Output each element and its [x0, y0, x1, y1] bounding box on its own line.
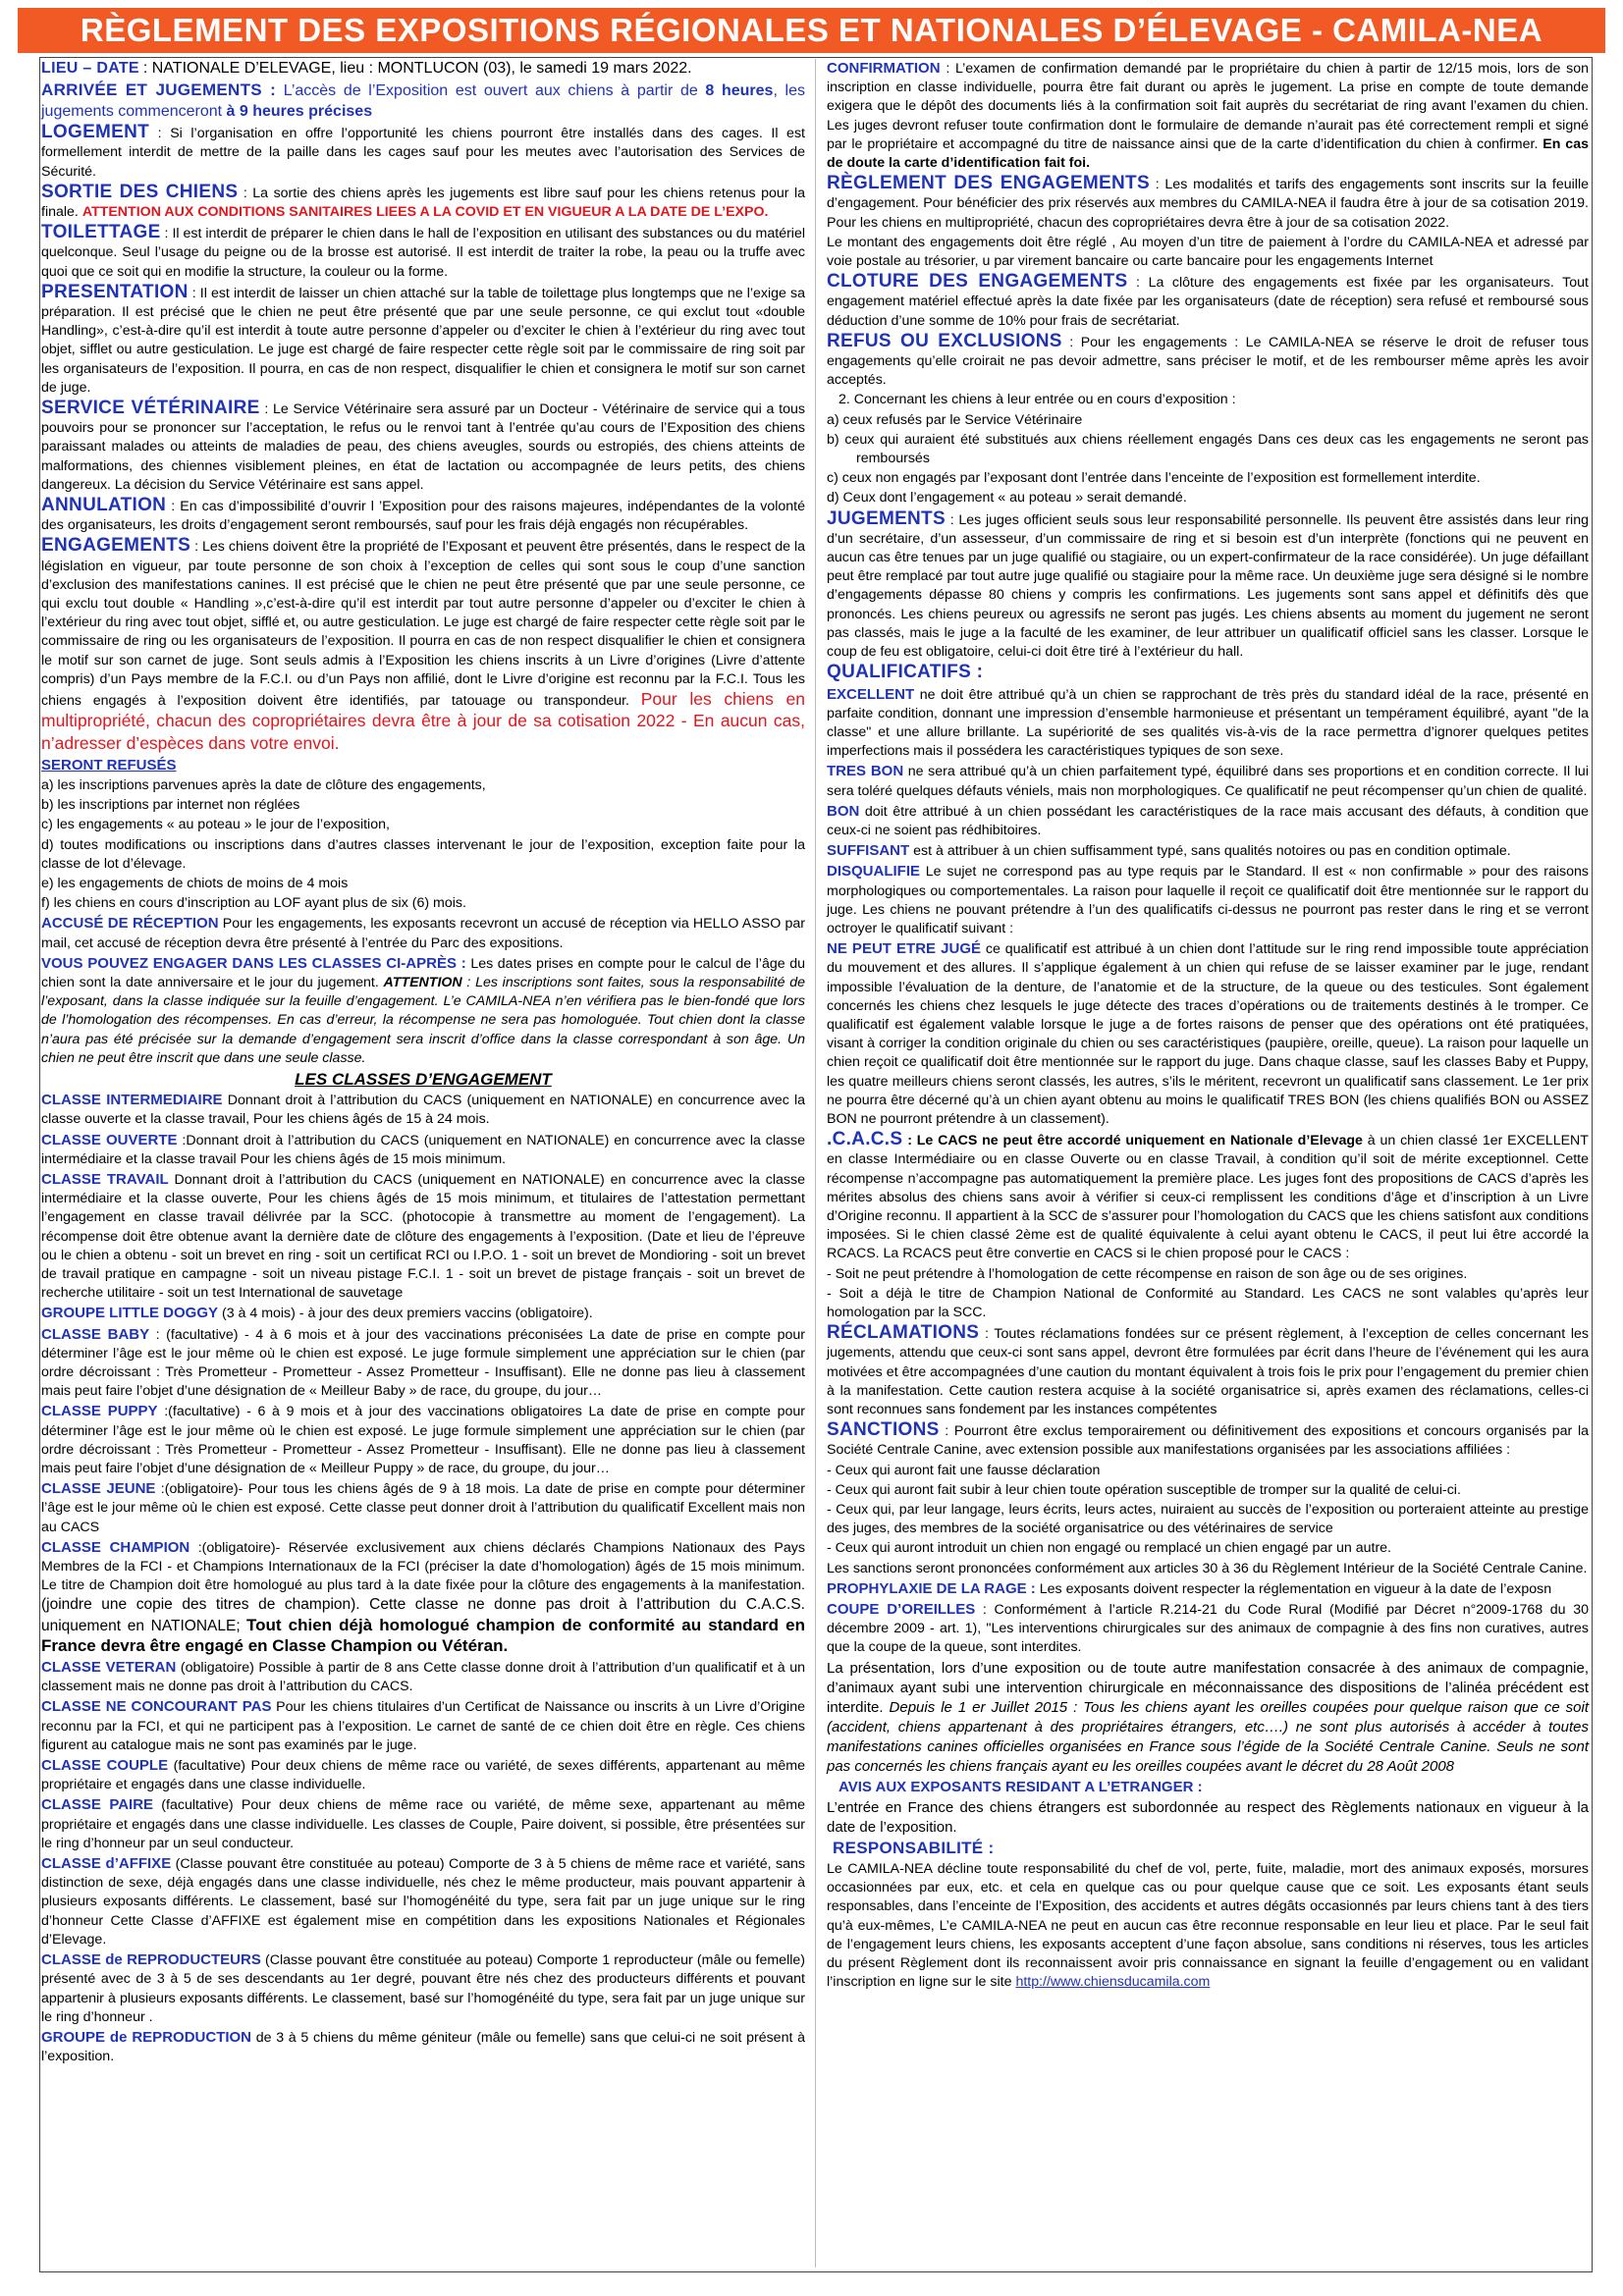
classe-puppy: CLASSE PUPPY :(facultative) - 6 à 9 mois et à jour des vaccinations obligatoires La date de prise en compte pour déterminer l’âge est le jour même où le chien est exposé. Le juge formule simplement une appréciation sur le chien (par ordre décroissant : Très Prometteur - Prometteur - Assez Prometteur - Insuffisant). Elle ne donne pas lieu à classement mais peut faire l’objet d’une désignation de « Meilleur Puppy » de race, du groupe, du jour… — [41, 1403, 805, 1477]
section-refuses-heading: SERONT REFUSÉS — [41, 756, 177, 774]
etranger-text: L’entrée en France des chiens étrangers est subordonnée au respect des Règlements nationaux en vigueur à la date de l’exposition. — [827, 1798, 1589, 1836]
section-arrivee: ARRIVÉE ET JUGEMENTS : L’accès de l’Exposition est ouvert aux chiens à partir de 8 heures, les jugements commenceront à 9 heures précises — [41, 80, 806, 121]
section-sanctions: SANCTIONS : Pourront être exclus temporairement ou définitivement des expositions et concours organisés par la Société Centrale Canine, avec extension possible aux manifestations organisées par les associations affiliées : — [827, 1419, 1589, 1459]
section-cloture: CLOTURE DES ENGAGEMENTS : La clôture des engagements est fixée par les organisateurs. Tout engagement matériel effectué après la date fixée par les organisateurs (date de réception) sera refusé et remboursé sous déduction d’une somme de 10% pour frais de secrétariat. — [827, 271, 1589, 329]
classe-veteran: CLASSE VETERAN (obligatoire) Possible à partir de 8 ans Cette classe donne droit à l’attribution d’un qualificatif et à un classement mais ne donne pas droit à l’attribution du CACS. — [41, 1659, 806, 1695]
classe-couple: CLASSE COUPLE (facultative) Pour deux chiens de même race ou variété, de sexes différents, appartenant au même propriétaire et engagés dans une classe individuelle. — [41, 1757, 805, 1793]
groupe-little-doggy: GROUPE LITTLE DOGGY (3 à 4 mois) - à jour des deux premiers vaccins (obligatoire). — [41, 1305, 593, 1322]
cacs-line-2: - Soit a déjà le titre de Champion National de Conformité au Standard. Les CACS ne sont valables qu’après leur homologation par la SCC. — [827, 1285, 1589, 1320]
classe-jeune: CLASSE JEUNE :(obligatoire)- Pour tous les chiens âgés de 9 à 18 mois. La date de prise en compte pour déterminer l’âge est le jour même où le chien est exposé. Cette classe peut donner droit à l’attribution du qualificatif Excellent mais non au CACS — [41, 1480, 805, 1535]
coupe-oreilles-2: La présentation, lors d’une exposition ou de toute autre manifestation consacrée à des animaux de compagnie, d’animaux ayant subi une intervention chirurgicale en méconnaissance des dispositions de l’alinéa précédent est interdite. Depuis le 1 er Juillet 2015 : Tous les chiens ayant les oreilles coupées pour quelque raison que ce soit (accident, chiens appartenant à des propriétaires étrangers, etc….) ne sont plus autorisés à accéder à toutes manifestations canines officielles organisées en France sous l’égide de la Société Centrale Canine. Seuls ne sont pas concernés les chiens français ayant eu les oreilles coupées avant le décret du 28 Août 2008 — [827, 1659, 1589, 1775]
section-vous-pouvez: VOUS POUVEZ ENGAGER DANS LES CLASSES CI-APRÈS : Les dates prises en compte pour le calcul de l’âge du chien sont la date anniversaire et le jour du jugement. ATTENTION : Les inscriptions sont faites, sous la responsabilité de l’exposant, dans la classe indiquée sur la feuille d’engagement. L’e CAMILA-NEA n’en vérifiera pas le bien-fondé que lors de l’homologation des récompenses. En cas d’erreur, la récompense ne sera pas homologuée. Tout chien dont la classe n’aura pas été précisée sur la demande d’engagement sera inscrit d’office dans la classe correspondant à son âge. Un chien ne peut être inscrit que dans une seule classe. — [41, 954, 805, 1066]
section-engagements: ENGAGEMENTS : Les chiens doivent être la propriété de l’Exposant et peuvent être présentés, dans le respect de la législation en vigueur, par toute personne de son choix à l’exception de celles qui sont sous le coup d’une sanction d’exclusion des manifestations canines. Il est précisé que le chien ne peut être présenté que par une seule personne, ce qui exclu tout double « Handling »,c’est-à-dire qu’il est interdit par tout autre personne d’appeler ou d’exciter le chien à l’extérieur du ring avec tout objet, sifflé et, ou autre gesticulation. Le juge est chargé de faire respecter cette règle soit par le commissaire de ring ou les organisateurs de l’exposition. Il pourra en cas de non respect disqualifier le chien et consignera le motif sur son carnet de juge. Sont seuls admis à l’Exposition les chiens inscrits à un Livre d’origines (Livre d’attente compris) d’un Pays membre de la F.C.I. ou d’un Pays non affilié, dont le Livre d’origine est reconnu par la F.C.I. Tous les chiens engagés à l’exposition doivent être identifiés, par tatouage ou transpondeur. Pour les chiens en multipropriété, chacun des copropriétaires devra être à jour de sa cotisation 2022 - En aucun cas, n’adresser d’espèces dans votre envoi. — [41, 535, 806, 753]
section-confirmation: CONFIRMATION : L’examen de confirmation demandé par le propriétaire du chien à partir de 12/15 mois, lors de son inscription en classe individuelle, pourra être fait durant ou après le jugement. La prise en compte de toute demande exigera que le dépôt des documents liés à la confirmation soit fait auprès du secrétariat de ring avant l’examen du chien. Les juges devront refuser toute confirmation dont le formulaire de demande n’aurait pas été correctement rempli et signé par le propriétaire et accompagné du titre de naissance ainsi que de la carte d’identification du chien à confirmer. En cas de doute la carte d’identification fait foi. — [827, 60, 1589, 172]
refus-subheading: 2. Concernant les chiens à leur entrée ou en cours d’exposition : — [839, 392, 1236, 408]
left-column — [41, 59, 805, 2067]
qualif-excellent: EXCELLENT ne doit être attribué qu’à un chien se rapprochant de très près du standard idéal de la race, présenté en parfaite condition, donnant une impression d’ensemble harmonieuse et présentant un tempérament équilibré, ayant "de la classe" et une allure brillante. La supériorité de ses qualités vis-à-vis de la race permettra d’ignorer quelques petites imperfections mais il possédera les caractéristiques typiques de son sexe. — [827, 685, 1589, 760]
section-rage: PROPHYLAXIE DE LA RAGE : Les exposants doivent respecter la réglementation en vigueur à la date de l’exposn — [827, 1579, 1552, 1597]
column-divider — [815, 59, 816, 2268]
list-item: a) ceux refusés par le Service Vétérinaire — [827, 411, 1083, 428]
classe-champion: CLASSE CHAMPION :(obligatoire)- Réservée exclusivement aux chiens déclarés Champions Nationaux des Pays Membres de la FCI - et Champions Internationaux de la FCI (préciser la date d’homologation) âgés de 15 mois minimum. Le titre de Champion doit être homologué au plus tard à la date fixée pour la clôture des engagements à la manifestation. (joindre une copie des titres de champion). Cette classe ne donne pas droit à l’attribution du C.A.C.S. uniquement en NATIONALE; Tout chien déjà homologué champion de conformité au standard en France devra être engagé en Classe Champion ou Vétéran. — [41, 1538, 806, 1655]
list-item: c) les engagements « au poteau » le jour de l’exposition, — [41, 817, 390, 833]
classes-title: LES CLASSES D’ENGAGEMENT — [295, 1069, 552, 1089]
section-etranger: AVIS AUX EXPOSANTS RESIDANT A L’ETRANGER : — [839, 1778, 1203, 1795]
list-item: a) les inscriptions parvenues après la date de clôture des engagements, — [41, 776, 486, 793]
list-item: - Ceux qui auront fait subir à leur chien toute opération susceptible de tromper sur la qualité de celui-ci. — [827, 1481, 1461, 1498]
list-item: e) les engagements de chiots de moins de 4 mois — [41, 875, 349, 891]
classe-ouverte: CLASSE OUVERTE :Donnant droit à l’attribution du CACS (uniquement en NATIONALE) en concurrence avec la classe intermédiaire et la classe travail Pour les chiens âgés de 15 mois minimum. — [41, 1131, 805, 1167]
classe-travail: CLASSE TRAVAIL Donnant droit à l’attribution du CACS (uniquement en NATIONALE) en concurrence avec la classe intermédiaire et la classe ouverte, Pour les chiens âgés de 15 mois minimum, et titulaires de l’attestation permettant l’engagement en classe travail délivrée par la SCC. (photocopie à transmettre au moment de l’engagement). La récompense doit être obtenue avant la dernière date de clôture des engagements à l’exposition. (Date et lieu de l’épreuve ou le chien a obtenu - soit un brevet en ring - soit un certificat RCI ou I.P.O. 1 - soit un brevet de Mondioring - soit un brevet de travail pratique en campagne - soit un niveau pistage F.C.I. 1 - soit un brevet de pistage français - soit un brevet de recherche utilitaire - soit un test International de sauvetage — [41, 1170, 805, 1302]
section-logement: LOGEMENT : Si l’organisation en offre l’opportunité les chiens pourront être installés dans des cages. Il est formellement interdit de mettre de la paille dans les cages sauf pour les meutes avec l’autorisation des Services de Sécurité. — [41, 122, 805, 180]
section-cacs: .C.A.C.S : Le CACS ne peut être accordé uniquement en Nationale d’Elevage à un chien classé 1er EXCELLENT en classe Intermédiaire ou en classe Ouverte ou en classe Travail, à condition qu’il soit de mérite exceptionnel. Cette récompense n’accompagne pas automatiquement la première place. Les juges font des propositions de CACS d’après les mérites absolus des chiens sans avoir à vérifier si ceux-ci remplissent les conditions d’âge et d’inscription à un Livre d’Origine reconnu. Il appartient à la SCC de s’assurer pour l’homologation du CACS que les chiens satisfont aux conditions imposées. Si le chien classé 2ème est de qualité équivalente à celui ayant obtenu le CACS, il peut lui être accordé la RCACS. La RCACS peut être convertie en CACS si le chien proposé pour le CACS : — [827, 1129, 1589, 1262]
classe-baby: CLASSE BABY : (facultative) - 4 à 6 mois et à jour des vaccinations préconisées La date de prise en compte pour déterminer l’âge est le jour même où le chien est exposé. Le juge formule simplement une appréciation sur le chien (par ordre décroissant : Très Prometteur - Prometteur - Assez Prometteur - Insuffisant). Elle ne donne pas lieu à classement mais peut faire l’objet d’une désignation de « Meilleur Baby » de race, du groupe, du jour… — [41, 1325, 806, 1400]
section-coupe-oreilles: COUPE D’OREILLES : Conformément à l’article R.214-21 du Code Rural (Modifié par Décret n°2009-1768 du 30 décembre 2009 - art. 1), "Les interventions chirurgicales sur des animaux de compagnie à des fins non curatives, autres que la coupe de la queue, sont interdites. — [827, 1601, 1589, 1656]
refuses-list — [41, 776, 805, 913]
qualif-ne-peut-etre-juge: NE PEUT ETRE JUGÉ ce qualificatif est attribué à un chien dont l’attitude sur le ring rend impossible toute appréciation du mouvement et des allures. Il s’applique également à un chien qui refuse de se laisser examiner par le juge, rendant impossible l’évaluation de la denture, de l’anatomie et de la structure, de la queue ou des testicules. Sont également concernés les chiens chez lesquels le juge détecte des traces d’opérations ou de traitements destinés à le tromper. Ce qualificatif est également valable lorsque le juge a de fortes raisons de penser que des opérations ont été pratiquées, visant à corriger la condition originale du chien ou ses caractéristiques (paupière, oreille, queue). La raison pour laquelle un chien reçoit ce qualificatif doit être mentionnée sur le rapport du juge. Dans chaque classe, sauf les classes Baby et Puppy, les quatre meilleurs chiens seront classés, les autres, s’ils le méritent, recevront un qualificatif sans classement. Le 1er prix ne pourra être décerné qu’à un chien ayant obtenu au moins le qualificatif TRES BON (les chiens qualifiés BON ou ASSEZ BON ne pourront prétendre à un classement). — [827, 940, 1589, 1127]
classe-ne-concourant-pas: CLASSE NE CONCOURANT PAS Pour les chiens titulaires d’un Certificat de Naissance ou inscrits à un Livre d’Origine reconnu par la FCI, et qui ne participent pas à l’exposition. Le carnet de santé de ce chien doit être en règle. Ces chiens figurent au catalogue mais ne sont pas examinés par le juge. — [41, 1698, 805, 1753]
list-item: b) les inscriptions par internet non réglées — [41, 797, 300, 814]
section-refus: REFUS OU EXCLUSIONS : Pour les engagements : Le CAMILA-NEA se réserve le droit de refuser tous engagements qu’elle croirait ne pas devoir admettre, sans préciser le motif, et de les rembourser même après les avoir acceptés. — [827, 330, 1589, 389]
list-item: b) ceux qui auraient été substitués aux chiens réellement engagés Dans ces deux cas les engagements ne seront pas remboursés — [827, 431, 1589, 467]
list-item: f) les chiens en cours d’inscription au LOF ayant plus de six (6) mois. — [41, 895, 466, 912]
cacs-line-1: - Soit ne peut prétendre à l’homologation de cette récompense en raison de son âge ou de ses origines. — [827, 1265, 1468, 1282]
section-reglement-2: Le montant des engagements doit être réglé , Au moyen d’un titre de paiement à l’ordre du CAMILA-NEA et adressé par voie postale au trésorier, u par virement bancaire ou carte bancaire pour les engagements Internet — [827, 234, 1589, 270]
right-column — [827, 59, 1589, 1993]
sanctions-note: Les sanctions seront prononcées conformément aux articles 30 à 36 du Règlement Intérieur de la Société Centrale Canine. — [827, 1560, 1588, 1576]
classe-reproducteurs: CLASSE de REPRODUCTEURS (Classe pouvant être constituée au poteau) Comporte 1 reproducteur (mâle ou femelle) présenté avec de 3 à 5 de ses descendants au 1er degré, pouvant être nés chez des producteurs différents et pouvant appartenir à plusieurs exposants différents. Le classement, basé sur l’homogénéité du type, sera fait par un juge unique sur le ring d’honneur . — [41, 1951, 805, 2025]
list-item: - Ceux qui auront fait une fausse déclaration — [827, 1462, 1101, 1478]
section-lieu: LIEU – DATE : NATIONALE D’ELEVAGE, lieu : MONTLUCON (03), le samedi 19 mars 2022. — [41, 60, 692, 77]
list-item: d) Ceux dont l’engagement « au poteau » serait demandé. — [827, 490, 1187, 507]
section-toilettage: TOILETTAGE : Il est interdit de préparer le chien dans le hall de l’exposition en utilisant des substances ou du matériel quelconque. Seul l’usage du peigne ou de la brosse est autorisé. Il est interdit de traiter la robe, la peau ou la truffe avec quoi que ce soit qui en modifie la structure, la couleur ou la forme. — [41, 222, 806, 280]
section-veterinaire: SERVICE VÉTÉRINAIRE : Le Service Vétérinaire sera assuré par un Docteur - Vétérinaire de service qui a tous pouvoirs pour se prononcer sur l’acceptation, le refus ou le renvoi tant à l’entrée qu’au cours de l’Exposition des chiens paraissant malades ou atteints de maladies de peau, des chiens aveugles, sourds ou estropiés, des chiens atteints de malformations, des chiennes visiblement pleines, en état de lactation ou accompagnée de leurs petits, des chiens dangereux. La décision du Service Vétérinaire est sans appel. — [41, 398, 805, 493]
refus-list — [827, 411, 1589, 508]
section-presentation: PRESENTATION : Il est interdit de laisser un chien attaché sur la table de toilettage plus longtemps que ne l’exige sa préparation. Il est précisé que le chien ne peut être présenté que par une seule personne, ce qui exclut tout «double Handling», c’est-à-dire qu’il est interdit à toute autre personne d’appeler ou d’exciter le chien à l’extérieur du ring avec tout objet, sifflet ou autre gesticulation. Le juge est chargé de faire respecter cette règle soit par le commissaire de ring soit par les organisateurs de l’exposition. Il pourra, en cas de non respect, disqualifier le chien et consignera le motif sur son carnet de juge. — [41, 281, 805, 396]
section-responsabilite: RESPONSABILITÉ : — [833, 1838, 995, 1857]
sanctions-list — [827, 1462, 1589, 1559]
classe-intermediaire: CLASSE INTERMEDIAIRE Donnant droit à l’attribution du CACS (uniquement en NATIONALE) en concurrence avec la classe ouverte et la classe travail, Pour les chiens âgés de 15 à 24 mois. — [41, 1092, 805, 1128]
list-item: d) toutes modifications ou inscriptions dans d’autres classes intervenant le jour de l’exposition, exception faite pour la classe de lot d’élevage. — [41, 836, 805, 872]
classe-paire: CLASSE PAIRE (facultative) Pour deux chiens de même race ou variété, de même sexe, appartenant au même propriétaire et engagés dans une classe individuelle. Les classes de Couple, Paire doivent, si possible, être présentées sur le ring d’honneur par un seul conducteur. — [41, 1796, 805, 1851]
section-jugements: JUGEMENTS : Les juges officient seuls sous leur responsabilité personnelle. Ils peuvent être assistés dans leur ring d’un secrétaire, d’un assesseur, d’un commissaire de ring et si besoin est d’un interprète (fonctions qui ne peuvent en aucun cas être tenues par un juge qualifié ou stagiaire, ou un expert-confirmateur de la race considérée). Un juge défaillant peut être remplacé par tout autre juge qualifié ou stagiaire pour la même race. Un deuxième juge sera désigné si le nombre d’engagements dépasse 80 chiens y compris les confirmations. Les jugements sont sans appel et définitifs dès que prononcés. Les chiens peureux ou agressifs ne seront pas jugés. Les chiens absents au moment du jugement ne seront pas classés, mais le juge a la faculté de les examiner, de leur attribuer un qualificatif officiel sans les classer. Lorsque le coup de feu est obligatoire, celui-ci doit être tiré à l’extérieur du hall. — [827, 507, 1589, 661]
qualif-tres-bon: TRES BON ne sera attribué qu’à un chien parfaitement typé, équilibré dans ses proportions et en condition correcte. Il lui sera toléré quelques défauts véniels, mais non morphologiques. Ce qualificatif ne peut récompenser qu’un chien de qualité. — [827, 763, 1589, 799]
list-item: - Ceux qui, par leur langage, leurs écrits, leurs actes, nuiraient au succès de l’exposition ou porteraient atteinte au prestige des juges, des membres de la société organisatrice ou des vétérinaires de service — [827, 1502, 1589, 1537]
qualif-suffisant: SUFFISANT est à attribuer à un chien suffisamment typé, sans qualités notoires ou pas en condition optimale. — [827, 842, 1511, 860]
list-item: c) ceux non engagés par l’exposant dont l’entrée dans l’enceinte de l’exposition est formellement interdite. — [827, 470, 1481, 487]
responsabilite-text: Le CAMILA-NEA décline toute responsabilité du chef de vol, perte, fuite, maladie, mort des animaux exposés, morsures occasionnées par eux, etc. et cela en quelque cas ou pour quelque cause que ce soit. Les exposants étant seuls responsables, dans l’enceinte de l’Exposition, des accidents et autres dégâts occasionnés par leurs chiens tant à des tiers qu’à eux-mêmes, L’e CAMILA-NEA ne peut en aucun cas être reconnue responsable en leur lieu et place. Par le seul fait de l’engagement leurs chiens, les exposants acceptent d’une façon absolue, sans conditions ni réserves, tous les articles du présent Règlement dont ils reconnaissent avoir pris connaissance en signant la feuille d’engagement ou en validant l’inscription en ligne sur le site http://www.chiensducamila.com — [827, 1861, 1589, 1991]
section-reglement: RÈGLEMENT DES ENGAGEMENTS : Les modalités et tarifs des engagements sont inscrits sur la feuille d’engagement. Pour bénéficier des prix réservés aux membres du CAMILA-NEA il faudra être à jour de sa cotisation 2019. Pour les chiens en multipropriété, chacun des copropriétaires devra être à jour de sa cotisation 2022. — [827, 173, 1589, 231]
classe-affixe: CLASSE d’AFFIXE (Classe pouvant être constituée au poteau) Comporte de 3 à 5 chiens de même race et variété, sans distinction de sexe, déjà engagés dans une classe individuelle, nés chez le même producteur, mais pouvant appartenir à plusieurs exposants différents. Le classement, basé sur l’homogénéité du type, sera fait par un juge unique sur le ring d’honneur Cette Classe d’AFFIXE est également mise en compétition dans les expositions Nationales et Régionales d’Elevage. — [41, 1855, 805, 1948]
qualif-bon: BON doit être attribué à un chien possédant les caractéristiques de la race mais accusant des défauts, à condition que ceux-ci ne soient pas rédhibitoires. — [827, 802, 1589, 838]
page-title: RÈGLEMENT DES EXPOSITIONS RÉGIONALES ET NATIONALES D’ÉLEVAGE - CAMILA-NEA — [18, 8, 1605, 53]
qualif-disqualifie: DISQUALIFIE Le sujet ne correspond pas au type requis par le Standard. Il est « non confirmable » pour des raisons morphologiques ou comportementales. La raison pour laquelle il reçoit ce qualificatif doit être mentionnée sur le rapport du juge. Les chiens ne pouvant prétendre à l’un des qualificatifs ci-dessus ne pourront pas rester dans le ring et se verront octroyer le qualificatif suivant : — [827, 863, 1589, 936]
section-sortie: SORTIE DES CHIENS : La sortie des chiens après les jugements est libre sauf pour les chiens retenus pour la finale. ATTENTION AUX CONDITIONS SANITAIRES LIEES A LA COVID ET EN VIGUEUR A LA DATE DE L’EXPO. — [41, 181, 805, 221]
groupe-reproduction: GROUPE de REPRODUCTION de 3 à 5 chiens du même géniteur (mâle ou femelle) sans que celui-ci ne soit présent à l’exposition. — [41, 2028, 805, 2065]
section-qualificatifs: QUALIFICATIFS : — [827, 662, 984, 683]
section-reclamations: RÉCLAMATIONS : Toutes réclamations fondées sur ce présent règlement, à l’exception de celles concernant les jugements, attendu que ceux-ci sont sans appel, devront être formulées par écrit dans l’heure de l’événement qui les aura motivées et être accompagnées d’une caution du montant équivalent à trois fois le prix pour l’engagement du premier chien à la manifestation. Cette caution restera acquise à la société organisatrice si, après examen des réclamations, celles-ci sont reconnues sans fondement par les instances compétentes — [827, 1322, 1589, 1418]
section-annulation: ANNULATION : En cas d’impossibilité d’ouvrir l ’Exposition pour des raisons majeures, indépendantes de la volonté des organisateurs, les droits d’engagement seront remboursés, sauf pour les frais déjà engagés non récupérables. — [41, 495, 805, 534]
site-link[interactable]: http://www.chiensducamila.com — [1015, 1974, 1211, 1991]
list-item: - Ceux qui auront introduit un chien non engagé ou remplacé un chien engagé par un autre. — [827, 1540, 1391, 1557]
section-accuse: ACCUSÉ DE RÉCEPTION Pour les engagements, les exposants recevront un accusé de réception via HELLO ASSO par mail, cet accusé de réception devra être présenté à l’entrée du Parc des expositions. — [41, 915, 805, 951]
